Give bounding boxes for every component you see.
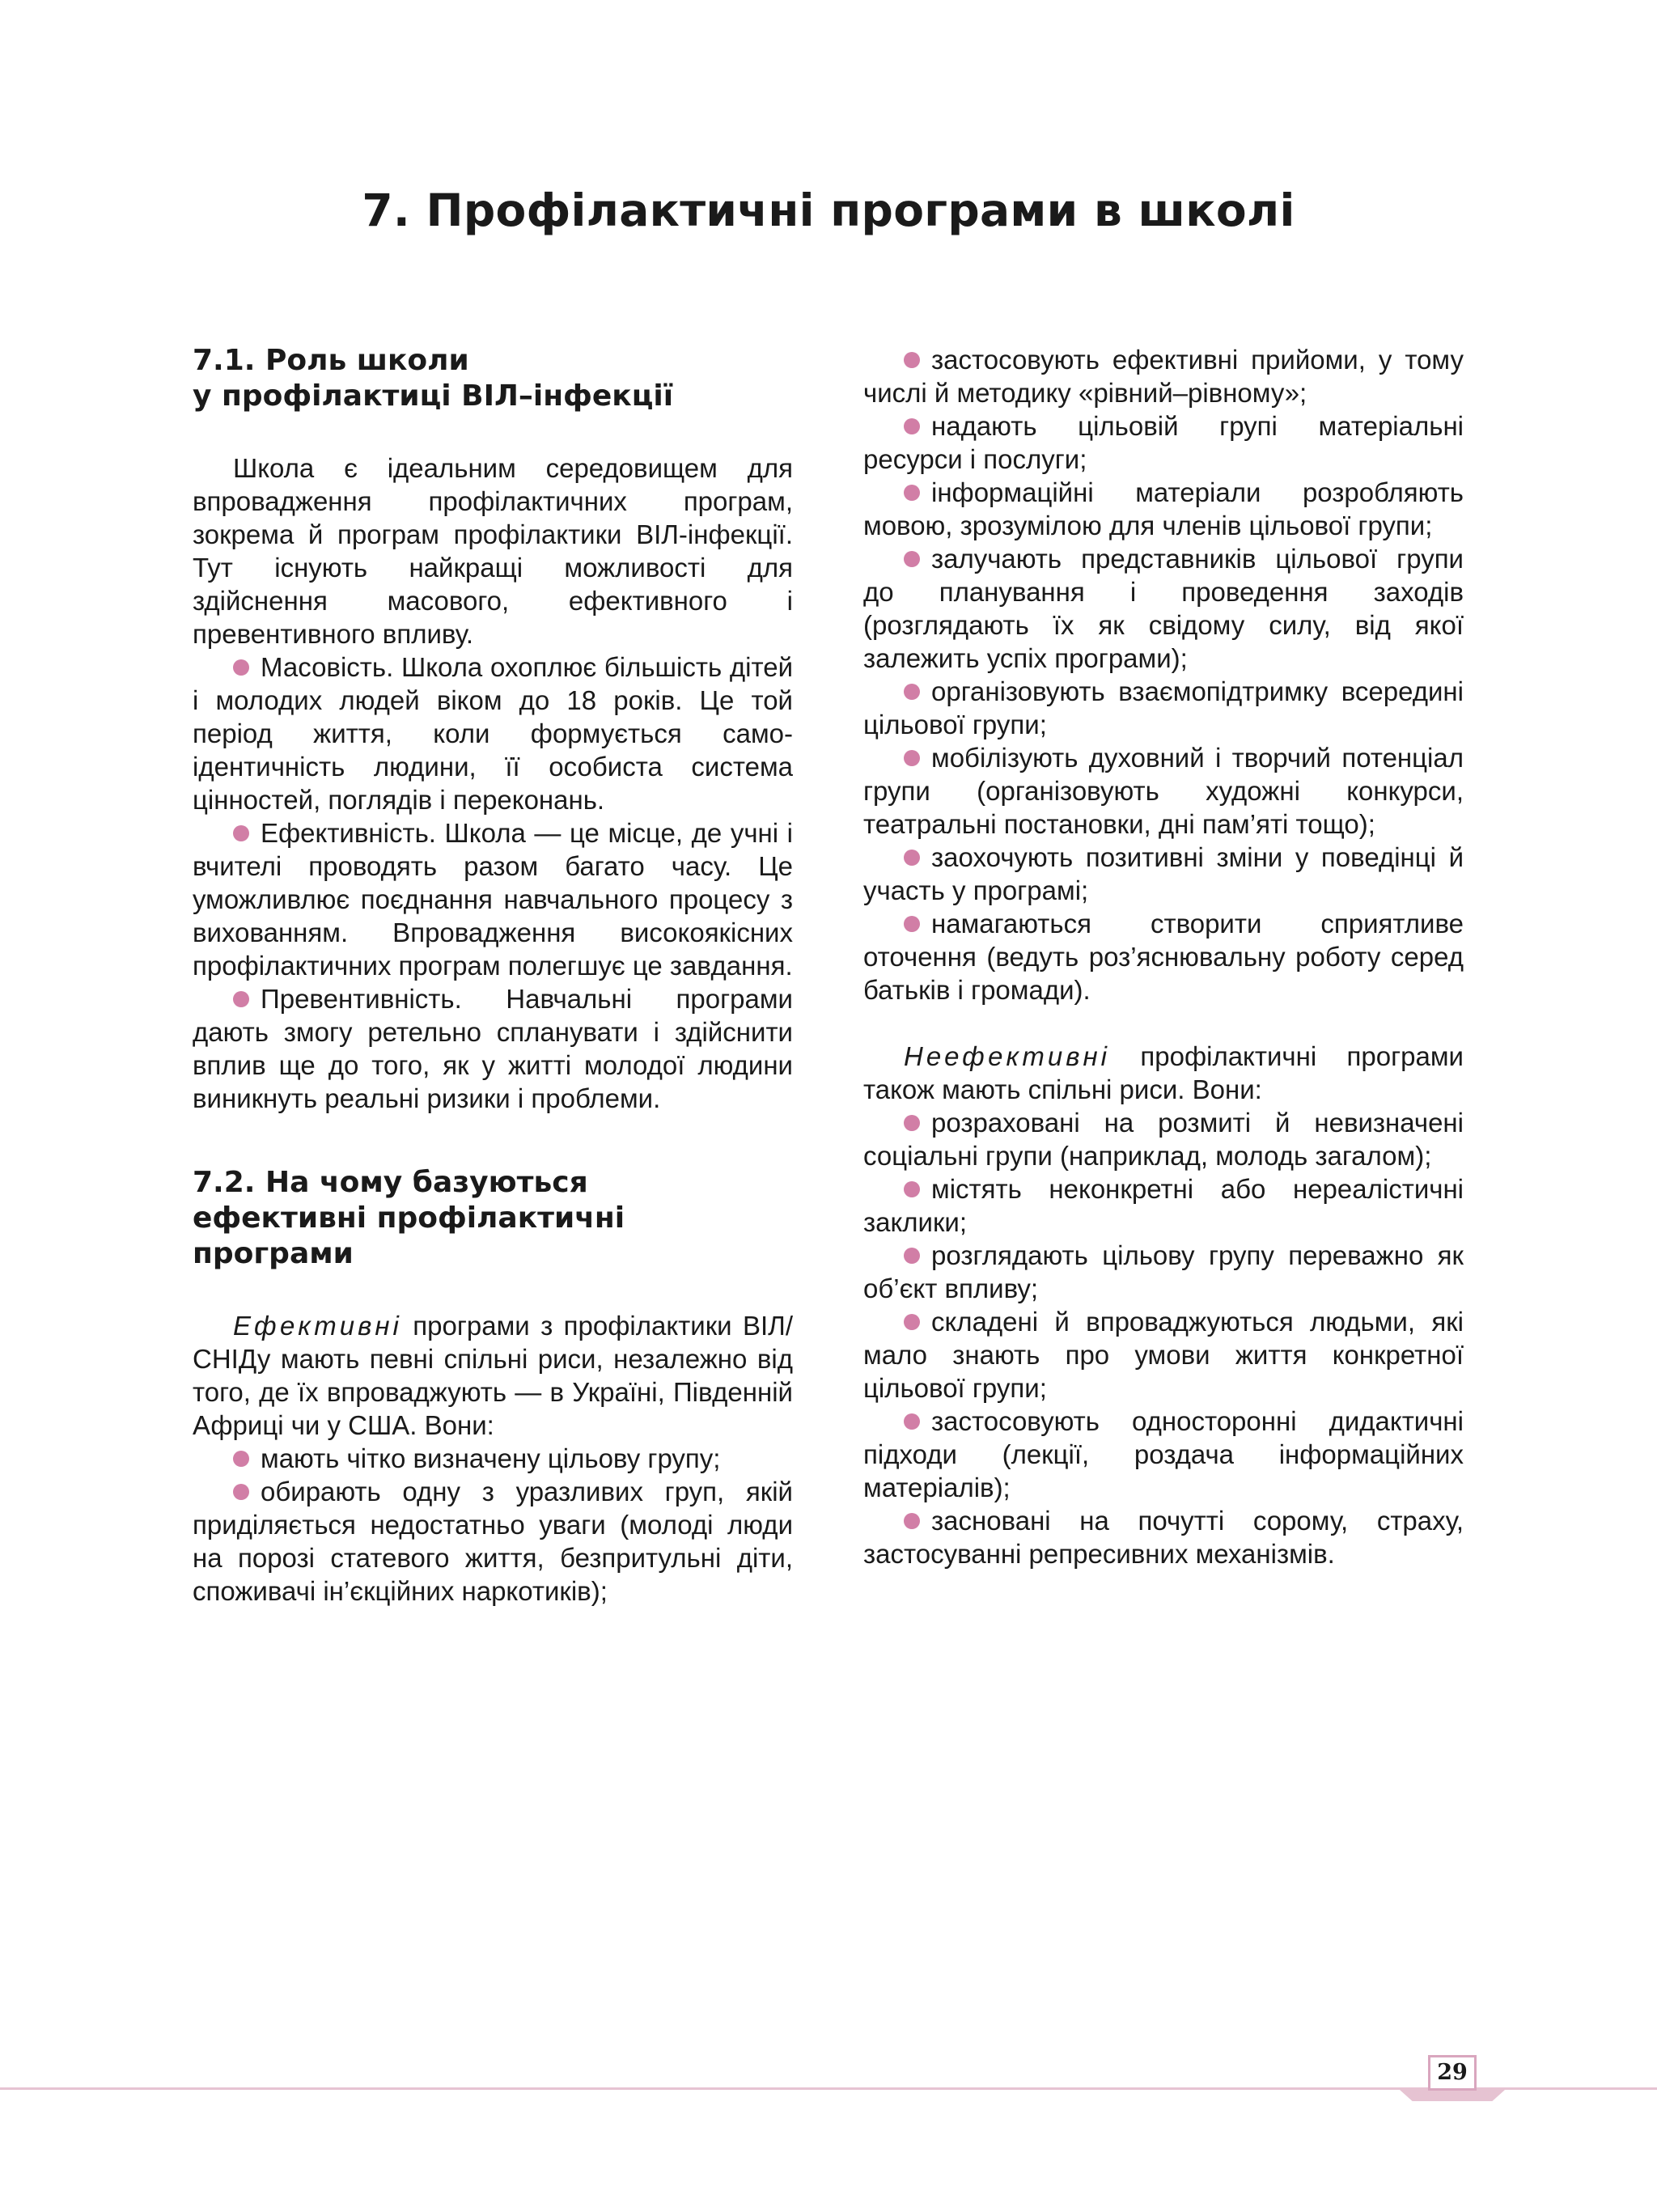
intro-paragraph: Школа є ідеальним середовищем для впровадження профілактичних програм, зокрема й програм профілактики ВІЛ-інфекції. Тут існують найкращі можливості для здійснення масового, ефективного і превентивного впливу. bbox=[193, 453, 793, 649]
footer-rule bbox=[0, 2087, 1657, 2090]
bullet-icon bbox=[904, 850, 920, 866]
bullet-icon bbox=[904, 551, 920, 567]
list-item-text: складені й впроваджуються людьми, які мало знають про умови життя конкретної цільової групи; bbox=[863, 1307, 1464, 1403]
list-item-text: засновані на почутті сорому, страху, застосуванні репресивних механізмів. bbox=[863, 1506, 1464, 1569]
section-heading-7-1 bbox=[193, 343, 793, 414]
bullet-icon bbox=[904, 684, 920, 700]
list-item bbox=[863, 1239, 1464, 1305]
list-item bbox=[863, 476, 1464, 542]
list-item-text: застосовують односторонні дидактичні підходи (лекції, роздача інформаційних матеріалів); bbox=[863, 1406, 1464, 1502]
list-item bbox=[193, 816, 793, 982]
bullet-icon bbox=[233, 1484, 249, 1500]
list-item-text: розраховані на розмиті й невизначені соціальні групи (наприклад, молодь загалом); bbox=[863, 1108, 1464, 1171]
bullet-icon bbox=[904, 1513, 920, 1529]
bullet-icon bbox=[904, 1413, 920, 1430]
list-item-text: розглядають цільову групу переважно як об’єкт впливу; bbox=[863, 1240, 1464, 1303]
list-item-text: Ефективність. Школа — це місце, де учні і вчителі проводять разом багато часу. Це уможливлює поєднання навчального процесу з вихованням. Впровадження високоякісних профілактичних програм полегшує це завдання. bbox=[193, 818, 793, 981]
list-item bbox=[863, 841, 1464, 907]
list-item-text: залучають представників цільової групи до планування і проведення заходів (розглядають їх як свідому силу, від якої залежить успіх програми); bbox=[863, 544, 1464, 673]
emphasis-word: Неефективні bbox=[904, 1041, 1110, 1071]
list-item bbox=[193, 982, 793, 1115]
bullet-icon bbox=[233, 991, 249, 1007]
bullet-icon bbox=[233, 825, 249, 841]
bullet-icon bbox=[904, 352, 920, 368]
list-item bbox=[863, 1305, 1464, 1405]
list-item bbox=[863, 1504, 1464, 1570]
list-item bbox=[863, 675, 1464, 741]
list-item-text: мобілізують духовний і творчий потенціал групи (організовують художні конкурси, театральні постановки, дні пам’яті тощо); bbox=[863, 743, 1464, 839]
list-item bbox=[863, 907, 1464, 1006]
list-item-text: мають чітко визначену цільову групу; bbox=[261, 1443, 721, 1473]
bullet-icon bbox=[233, 659, 249, 676]
list-item bbox=[863, 1405, 1464, 1504]
bullet-icon bbox=[904, 485, 920, 501]
list-item-text: Превентивність. Навчальні програми дають змогу ретельно спланувати і здійснити вплив ще до того, як у житті молодої людини виникнуть реальні ризики і проблеми. bbox=[193, 984, 793, 1113]
spacer bbox=[863, 1006, 1464, 1040]
list-item bbox=[863, 409, 1464, 476]
list-item-text: інформаційні матеріали розробляють мовою, зрозумілою для членів цільової групи; bbox=[863, 477, 1464, 540]
bullet-icon bbox=[904, 1115, 920, 1131]
intro-text: профілактичні програми також мають спільні риси. Вони: bbox=[863, 1041, 1464, 1104]
list-item bbox=[863, 542, 1464, 675]
effective-intro-paragraph bbox=[193, 1309, 793, 1442]
list-item bbox=[863, 1172, 1464, 1239]
list-item-text: містять неконкретні або нереалістичні заклики; bbox=[863, 1174, 1464, 1237]
list-item bbox=[193, 1475, 793, 1608]
list-item-text: обирають одну з уразливих груп, якій приділяється недостатньо уваги (молоді люди на порозі статевого життя, безпритульні діти, споживачі ін’єкційних наркотиків); bbox=[193, 1477, 793, 1606]
heading-line: у профілактиці ВІЛ–інфекції bbox=[193, 379, 674, 413]
list-item bbox=[193, 1442, 793, 1475]
left-column bbox=[193, 343, 793, 1608]
list-item bbox=[863, 343, 1464, 409]
heading-line: 7.2. На чому базуються bbox=[193, 1166, 588, 1199]
heading-line: ефективні профілактичні bbox=[193, 1201, 625, 1235]
heading-line: програми bbox=[193, 1237, 354, 1270]
chapter-title: 7. Профілактичні програми в школі bbox=[362, 184, 1295, 236]
list-item-text: організовують взаємопідтримку всередині цільової групи; bbox=[863, 676, 1464, 739]
list-item bbox=[193, 650, 793, 816]
intro-text: програми з профілактики ВІЛ/СНІДу мають певні спільні риси, незалежно від того, де їх впроваджують — в Україні, Південній Африці чи у США. Вони: bbox=[193, 1311, 793, 1440]
bullet-icon bbox=[904, 1181, 920, 1197]
bullet-icon bbox=[233, 1451, 249, 1467]
bullet-icon bbox=[904, 418, 920, 434]
list-item-text: заохочують позитивні зміни у поведінці й участь у програмі; bbox=[863, 842, 1464, 905]
page-number: 29 bbox=[1428, 2055, 1477, 2091]
list-item-text: намагаються створити сприятливе оточення (ведуть роз’яснювальну роботу серед батьків і громади). bbox=[863, 909, 1464, 1005]
bullet-icon bbox=[904, 750, 920, 766]
list-item bbox=[863, 741, 1464, 841]
bullet-icon bbox=[904, 1314, 920, 1330]
emphasis-word: Ефективні bbox=[233, 1311, 402, 1341]
right-column bbox=[863, 343, 1464, 1570]
list-item-text: Масовість. Школа охоплює більшість дітей і молодих людей віком до 18 років. Це той період життя, коли формується самоідентичність людини, її особиста система цінностей, поглядів і переконань. bbox=[193, 652, 793, 815]
bullet-icon bbox=[904, 916, 920, 932]
list-item-text: застосовують ефективні прийоми, у тому числі й методику «рівний–рівному»; bbox=[863, 345, 1464, 408]
section-heading-7-2 bbox=[193, 1165, 793, 1272]
ineffective-intro-paragraph bbox=[863, 1040, 1464, 1106]
list-item-text: надають цільовій групі матеріальні ресурси і послуги; bbox=[863, 411, 1464, 474]
heading-line: 7.1. Роль школи bbox=[193, 344, 469, 377]
footer-tab bbox=[1400, 2090, 1505, 2101]
bullet-icon bbox=[904, 1248, 920, 1264]
list-item bbox=[863, 1106, 1464, 1172]
